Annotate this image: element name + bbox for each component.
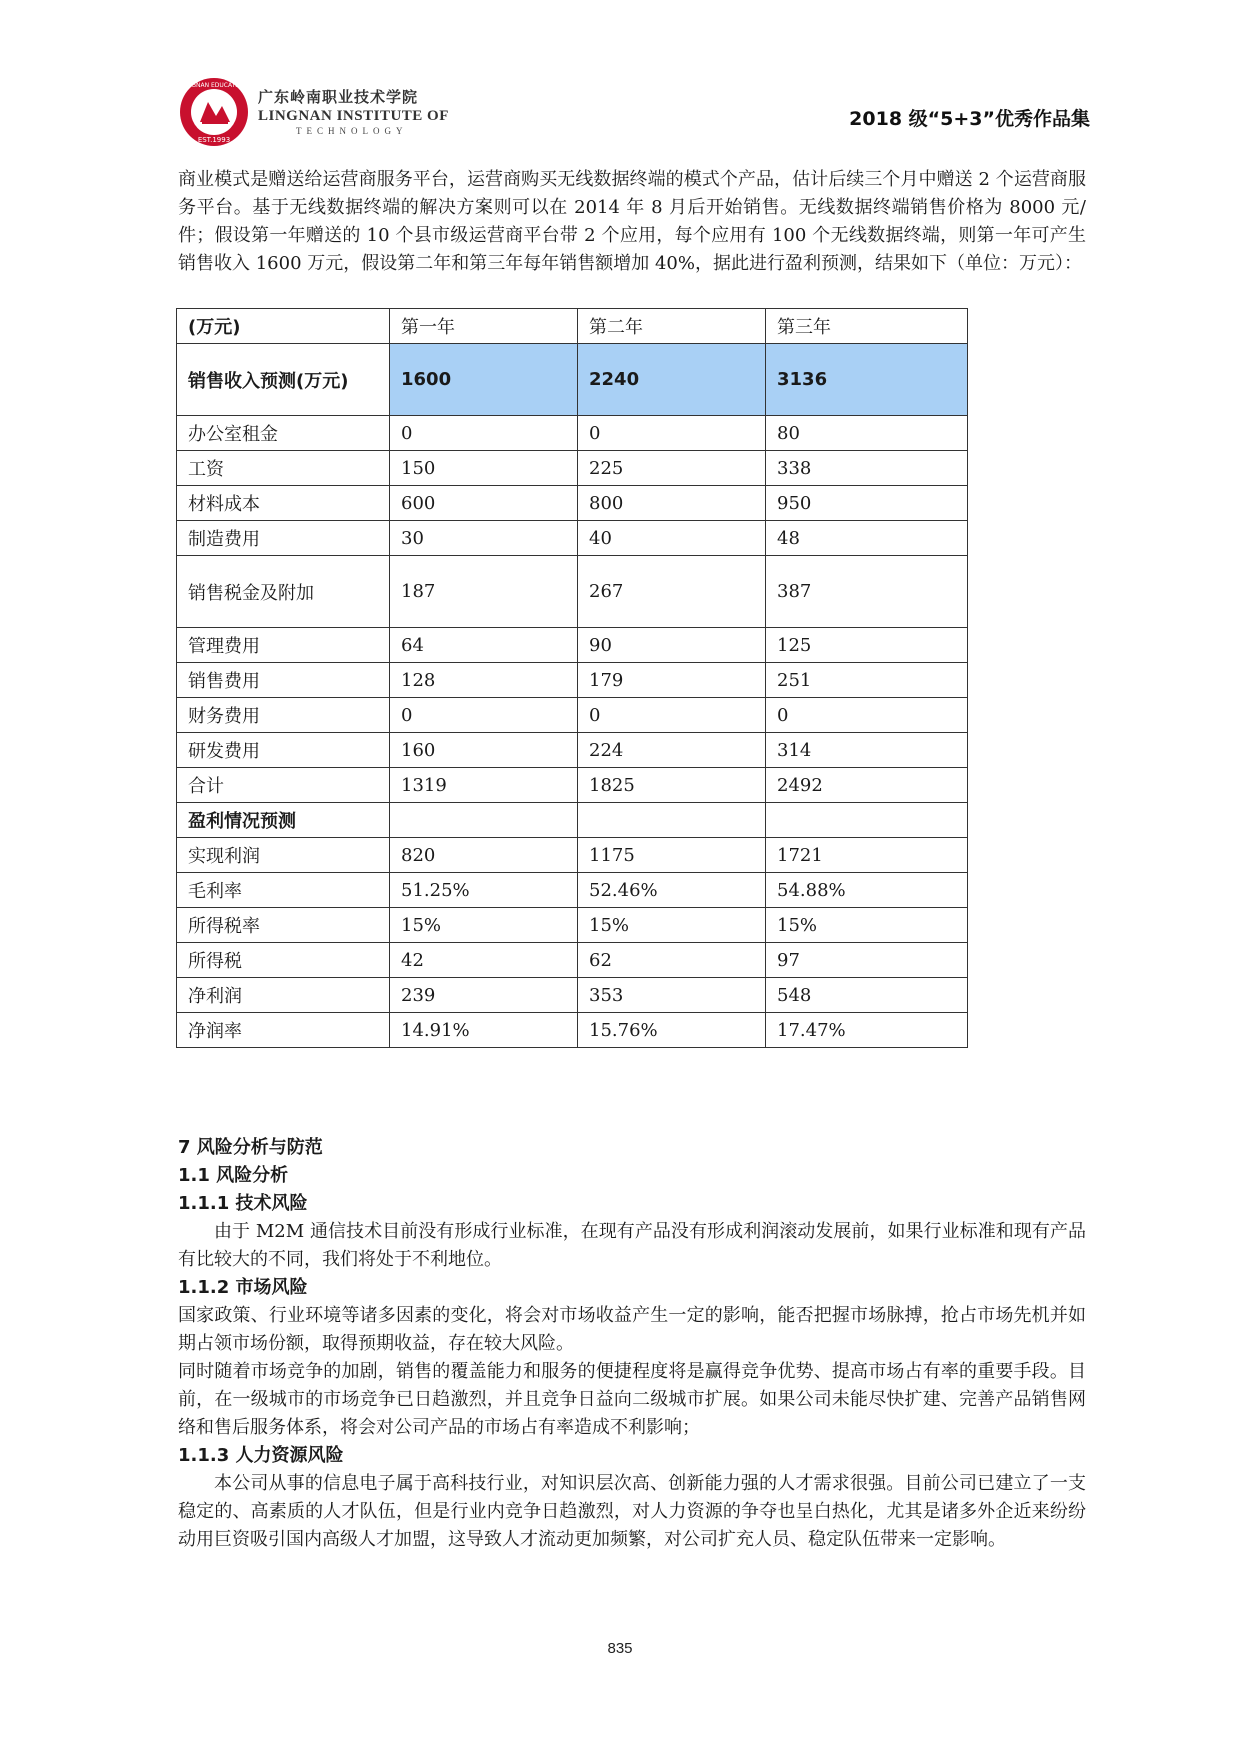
header-cell-unit: (万元) <box>177 309 390 344</box>
cell-value: 1319 <box>390 768 578 803</box>
row-label: 财务费用 <box>177 698 390 733</box>
cell-value: 14.91% <box>390 1013 578 1048</box>
table-row <box>177 416 968 451</box>
row-label: 工资 <box>177 451 390 486</box>
row-label: 盈利情况预测 <box>177 803 390 838</box>
cell-value: 54.88% <box>766 873 968 908</box>
cell-value: 40 <box>578 521 766 556</box>
cell-value: 160 <box>390 733 578 768</box>
logo-ring-text: LINGNAN EDUCATION <box>181 82 247 89</box>
cell-value: 62 <box>578 943 766 978</box>
logo-est-text: EST.1993 <box>197 136 231 144</box>
row-label: 材料成本 <box>177 486 390 521</box>
school-logo <box>178 76 250 148</box>
header-cell-year3: 第三年 <box>766 309 968 344</box>
row-label: 所得税率 <box>177 908 390 943</box>
table-row <box>177 521 968 556</box>
row-label: 销售费用 <box>177 663 390 698</box>
table-row <box>177 486 968 521</box>
paragraph-market-risk-1: 国家政策、行业环境等诸多因素的变化，将会对市场收益产生一定的影响，能否把握市场脉搏，抢占市场先机并如期占领市场份额，取得预期收益，存在较大风险。 <box>178 1305 1086 1354</box>
table-row <box>177 1013 968 1048</box>
cell-value: 224 <box>578 733 766 768</box>
cell-value: 0 <box>578 698 766 733</box>
cell-value: 179 <box>578 663 766 698</box>
cell-value: 548 <box>766 978 968 1013</box>
cell-value: 0 <box>766 698 968 733</box>
cell-value: 251 <box>766 663 968 698</box>
row-label: 净利润 <box>177 978 390 1013</box>
table-row <box>177 838 968 873</box>
table-row <box>177 628 968 663</box>
row-label: 净润率 <box>177 1013 390 1048</box>
cell-value: 15.76% <box>578 1013 766 1048</box>
intro-section <box>178 166 1086 278</box>
cell-value: 0 <box>390 416 578 451</box>
cell-value <box>766 803 968 838</box>
row-label: 销售收入预测(万元) <box>177 344 390 416</box>
intro-paragraph: 商业模式是赠送给运营商服务平台，运营商购买无线数据终端的模式个产品，估计后续三个月中赠送 2 个运营商服务平台。基于无线数据终端的解决方案则可以在 2014 年 8 月后开始销售。无线数据终端销售价格为 8000 元/件；假设第一年赠送的 10 个县市级运营商平台带 2 个应用，每个应用有 100 个无线数据终端，则第一年可产生销售收入 1600 万元，假设第二年和第三年每年销售额增加 40%，据此进行盈利预测，结果如下（单位：万元）： <box>178 169 1086 274</box>
cell-value: 338 <box>766 451 968 486</box>
cell-value: 80 <box>766 416 968 451</box>
cell-value: 800 <box>578 486 766 521</box>
cell-value: 3136 <box>766 344 968 416</box>
cell-value: 30 <box>390 521 578 556</box>
cell-value: 267 <box>578 556 766 628</box>
table-row <box>177 873 968 908</box>
cell-value: 387 <box>766 556 968 628</box>
cell-value <box>390 803 578 838</box>
row-label: 所得税 <box>177 943 390 978</box>
cell-value: 600 <box>390 486 578 521</box>
cell-value: 15% <box>390 908 578 943</box>
table-row-total <box>177 768 968 803</box>
cell-value: 820 <box>390 838 578 873</box>
section-heading-7: 7 风险分析与防范 <box>178 1137 323 1158</box>
cell-value: 1175 <box>578 838 766 873</box>
heading-market-risk: 1.1.2 市场风险 <box>178 1277 308 1298</box>
header-cell-year1: 第一年 <box>390 309 578 344</box>
paragraph-market-risk-2: 同时随着市场竞争的加剧，销售的覆盖能力和服务的便捷程度将是赢得竞争优势、提高市场占有率的重要手段。目前，在一级城市的市场竞争已日趋激烈，并且竞争日益向二级城市扩展。如果公司未能尽快扩建、完善产品销售网络和售后服务体系，将会对公司产品的市场占有率造成不利影响； <box>178 1361 1086 1438</box>
cell-value <box>578 803 766 838</box>
heading-hr-risk: 1.1.3 人力资源风险 <box>178 1445 344 1466</box>
table-row <box>177 451 968 486</box>
cell-value: 17.47% <box>766 1013 968 1048</box>
row-label: 实现利润 <box>177 838 390 873</box>
table-row <box>177 556 968 628</box>
cell-value: 2492 <box>766 768 968 803</box>
table-row-profit-section <box>177 803 968 838</box>
cell-value: 2240 <box>578 344 766 416</box>
cell-value: 125 <box>766 628 968 663</box>
cell-value: 90 <box>578 628 766 663</box>
cell-value: 15% <box>766 908 968 943</box>
table-row <box>177 943 968 978</box>
table-row <box>177 698 968 733</box>
cell-value: 150 <box>390 451 578 486</box>
heading-tech-risk: 1.1.1 技术风险 <box>178 1193 308 1214</box>
cell-value: 1600 <box>390 344 578 416</box>
school-name-en-1: LINGNAN INSTITUTE OF <box>258 108 449 124</box>
cell-value: 225 <box>578 451 766 486</box>
table-row <box>177 663 968 698</box>
table-row <box>177 733 968 768</box>
profit-forecast-table <box>176 308 968 1048</box>
school-name-block <box>258 86 449 136</box>
cell-value: 950 <box>766 486 968 521</box>
cell-value: 1721 <box>766 838 968 873</box>
table-row <box>177 978 968 1013</box>
risk-analysis-section <box>178 1134 1086 1554</box>
paragraph-tech-risk: 由于 M2M 通信技术目前没有形成行业标准，在现有产品没有形成利润滚动发展前，如果行业标准和现有产品有比较大的不同，我们将处于不利地位。 <box>178 1221 1086 1270</box>
cell-value: 52.46% <box>578 873 766 908</box>
table-row-sales-forecast <box>177 344 968 416</box>
paragraph-hr-risk: 本公司从事的信息电子属于高科技行业，对知识层次高、创新能力强的人才需求很强。目前公司已建立了一支稳定的、高素质的人才队伍，但是行业内竞争日趋激烈，对人力资源的争夺也呈白热化，尤其是诸多外企近来纷纷动用巨资吸引国内高级人才加盟，这导致人才流动更加频繁，对公司扩充人员、稳定队伍带来一定影响。 <box>178 1473 1086 1550</box>
row-label: 制造费用 <box>177 521 390 556</box>
row-label: 毛利率 <box>177 873 390 908</box>
page-number: 835 <box>607 1640 633 1657</box>
cell-value: 42 <box>390 943 578 978</box>
cell-value: 353 <box>578 978 766 1013</box>
cell-value: 48 <box>766 521 968 556</box>
collection-title: 2018 级“5+3”优秀作品集 <box>849 108 1090 130</box>
cell-value: 187 <box>390 556 578 628</box>
cell-value: 239 <box>390 978 578 1013</box>
row-label: 研发费用 <box>177 733 390 768</box>
cell-value: 0 <box>578 416 766 451</box>
cell-value: 0 <box>390 698 578 733</box>
school-name-en-2: TECHNOLOGY <box>296 126 408 136</box>
cell-value: 128 <box>390 663 578 698</box>
header-cell-year2: 第二年 <box>578 309 766 344</box>
row-label: 销售税金及附加 <box>177 556 390 628</box>
row-label: 合计 <box>177 768 390 803</box>
cell-value: 15% <box>578 908 766 943</box>
row-label: 管理费用 <box>177 628 390 663</box>
cell-value: 314 <box>766 733 968 768</box>
school-name-cn: 广东岭南职业技术学院 <box>258 88 419 106</box>
subsection-heading-risk-analysis: 1.1 风险分析 <box>178 1165 289 1186</box>
table-row <box>177 908 968 943</box>
row-label: 办公室租金 <box>177 416 390 451</box>
table-header-row <box>177 309 968 344</box>
cell-value: 64 <box>390 628 578 663</box>
cell-value: 97 <box>766 943 968 978</box>
cell-value: 51.25% <box>390 873 578 908</box>
cell-value: 1825 <box>578 768 766 803</box>
